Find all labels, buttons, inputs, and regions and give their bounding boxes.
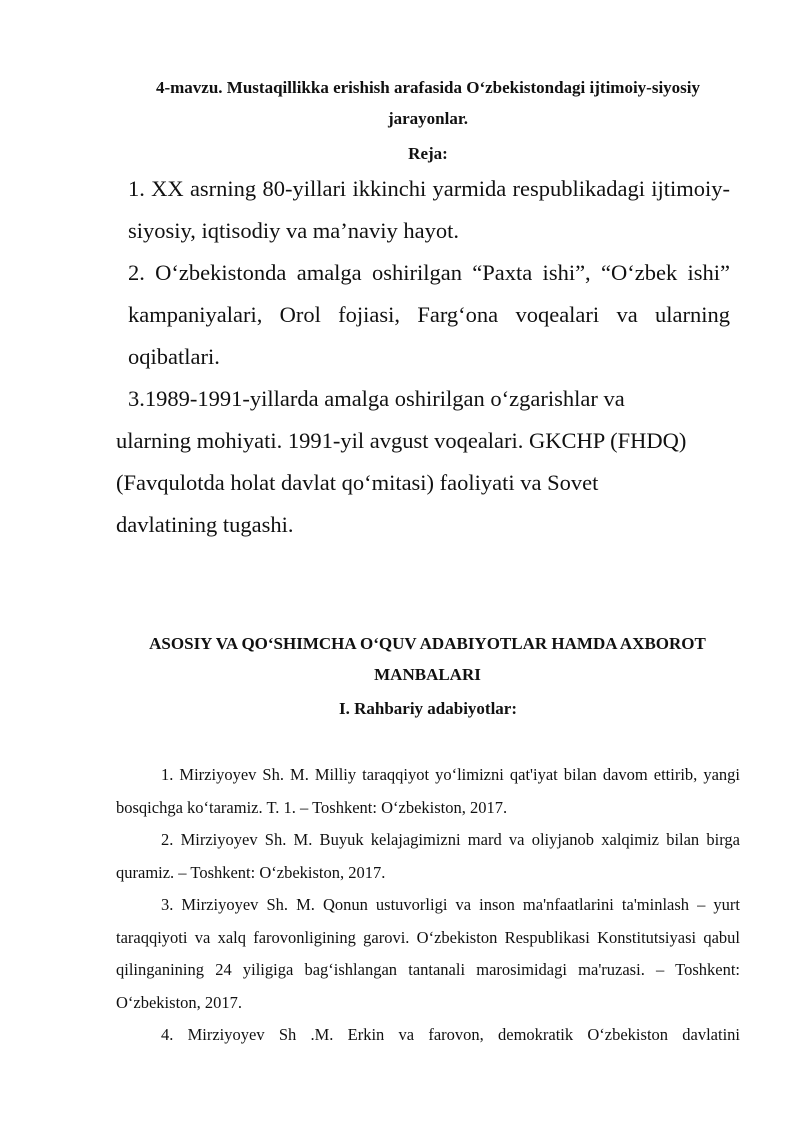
reference-item-4: 4. Mirziyoyev Sh .M. Erkin va farovon, demokratik O‘zbekiston davlatini xyxy=(161,1025,740,1044)
reference-item-3: 3. Mirziyoyev Sh. M. Qonun ustuvorligi va inson ma'nfaatlarini ta'minlash – yurt taraqqiyoti va xalq farovonligining garovi. O‘zbekiston Respublikasi Konstitutsiyasi qabul qilinganining 24 yiligiga bag‘ishlangan tantanali marosimidagi ma'ruzasi. – Toshkent: O‘zbekiston, 2017. xyxy=(116,895,740,1012)
plan-item-3-line-2: ularning mohiyati. 1991-yil avgust voqealari. GKCHP (FHDQ) xyxy=(116,428,687,453)
plan-item-3-line-1: 3.1989-1991-yillarda amalga oshirilgan o‘zgarishlar va xyxy=(128,386,625,411)
reference-item-2: 2. Mirziyoyev Sh. M. Buyuk kelajagimizni mard va oliyjanob xalqimiz bilan birga quramiz. – Toshkent: O‘zbekiston, 2017. xyxy=(116,830,740,882)
literature-subheading: I. Rahbariy adabiyotlar: xyxy=(338,699,518,718)
plan-item-3 xyxy=(116,378,726,546)
plan-item-3-line-3: (Favqulotda holat davlat qo‘mitasi) faoliyati va Sovet xyxy=(116,470,599,495)
plan-item-3-line-4: davlatining tugashi. xyxy=(116,512,294,537)
plan-item-2: 2. O‘zbekistonda amalga oshirilgan “Paxta ishi”, “O‘zbek ishi” kampaniyalari, Orol fojiasi, Farg‘ona voqealari va ularning oqibatlari. xyxy=(128,260,730,369)
reference-item-1: 1. Mirziyoyev Sh. M. Milliy taraqqiyot yo‘limizni qat'iyat bilan davom ettirib, yangi bosqichga ko‘taramiz. T. 1. – Toshkent: O‘zbekiston, 2017. xyxy=(116,765,740,817)
page-title: 4-mavzu. Mustaqillikka erishish arafasida O‘zbekistondagi ijtimoiy-siyosiy jarayonlar. xyxy=(155,78,701,128)
plan-item-1: 1. XX asrning 80-yillari ikkinchi yarmida respublikadagi ijtimoiy-siyosiy, iqtisodiy va ma’naviy hayot. xyxy=(128,176,730,243)
literature-heading: ASOSIY VA QO‘SHIMCHA O‘QUV ADABIYOTLAR HAMDA AXBOROT MANBALARI xyxy=(149,634,706,684)
reference-list xyxy=(116,759,740,1052)
plan-label: Reja: xyxy=(408,144,448,163)
